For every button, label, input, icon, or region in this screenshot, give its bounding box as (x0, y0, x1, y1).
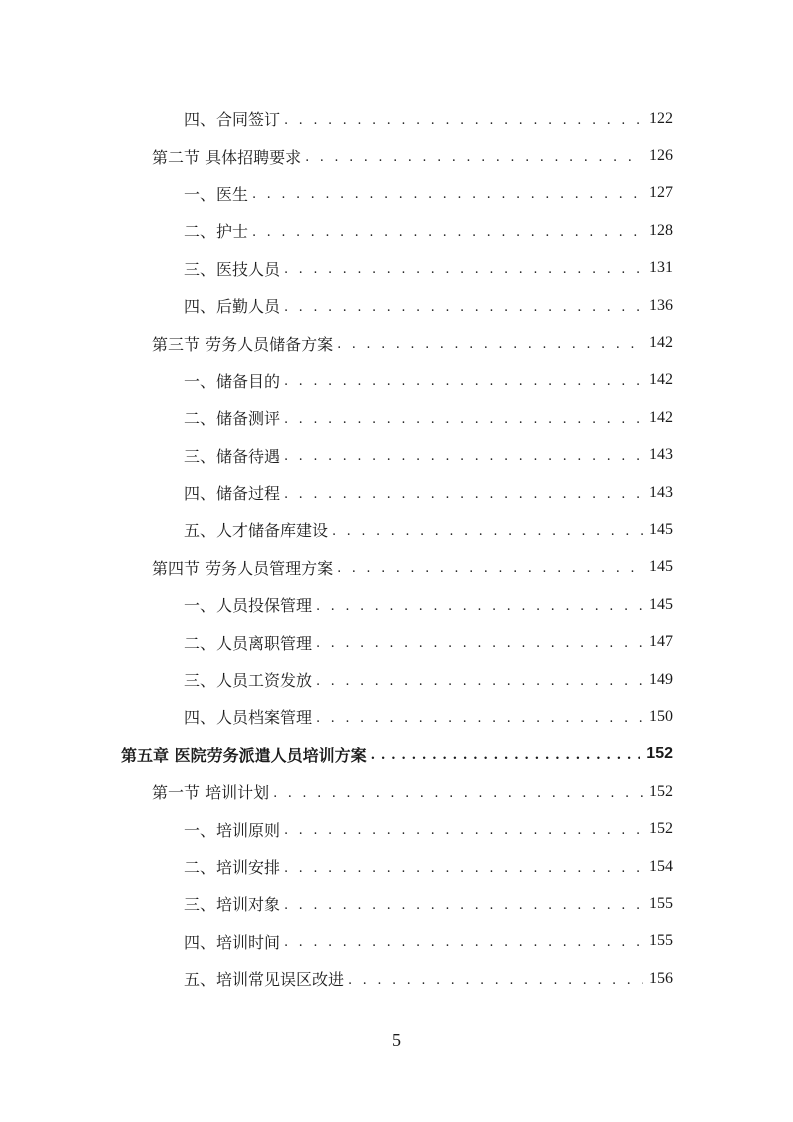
toc-entry-title: 第三节 劳务人员储备方案 (152, 334, 334, 354)
toc-entry-subsection[interactable] (0, 848, 793, 885)
toc-entry-title: 五、培训常见误区改进 (184, 970, 345, 990)
toc-entry-title: 四、人员档案管理 (184, 708, 313, 728)
toc-entry-page: 122 (649, 109, 673, 127)
toc-dot-leader (284, 449, 643, 465)
toc-entry-page: 145 (649, 520, 673, 538)
toc-entry-subsection[interactable] (0, 885, 793, 922)
toc-entry-section[interactable] (0, 773, 793, 810)
toc-entry-title: 第一节 培训计划 (152, 783, 270, 803)
toc-dot-leader (284, 935, 643, 951)
toc-entry-page: 145 (649, 595, 673, 613)
toc-dot-leader (316, 674, 643, 690)
toc-entry-page: 154 (649, 857, 673, 875)
toc-entry-title: 二、培训安排 (184, 858, 281, 877)
toc-dot-leader (371, 748, 641, 764)
toc-dot-leader (284, 487, 643, 503)
toc-entry-subsection[interactable] (0, 399, 793, 436)
toc-dot-leader (284, 861, 643, 877)
toc-entry-subsection[interactable] (0, 100, 793, 137)
toc-entry-page: 128 (649, 221, 673, 239)
toc-entry-title: 四、储备过程 (184, 484, 281, 504)
toc-entry-title: 一、培训原则 (184, 820, 281, 840)
toc-entry-page: 145 (649, 558, 673, 576)
toc-entry-title: 一、储备目的 (184, 371, 281, 391)
toc-entry-title: 四、后勤人员 (184, 297, 281, 317)
toc-dot-leader (305, 150, 643, 166)
toc-entry-title: 三、人员工资发放 (184, 671, 313, 691)
toc-entry-subsection[interactable] (0, 960, 793, 997)
toc-entry-title: 二、人员离职管理 (184, 633, 313, 653)
toc-dot-leader (316, 636, 643, 652)
toc-entry-subsection[interactable] (0, 698, 793, 735)
toc-entry-page: 152 (649, 820, 673, 838)
toc-dot-leader (284, 412, 643, 428)
toc-entry-page: 155 (649, 932, 673, 950)
toc-dot-leader (284, 374, 643, 390)
toc-entry-subsection[interactable] (0, 287, 793, 324)
toc-entry-title: 四、合同签订 (184, 110, 281, 130)
toc-entry-page: 142 (649, 408, 673, 426)
toc-entry-page: 142 (649, 371, 673, 389)
toc-entry-subsection[interactable] (0, 810, 793, 847)
toc-entry-page: 149 (649, 670, 673, 688)
toc-entry-page: 156 (649, 969, 673, 987)
toc-entry-title: 第二节 具体招聘要求 (152, 147, 302, 167)
toc-entry-page: 142 (649, 334, 673, 352)
toc-entry-page: 127 (649, 184, 673, 202)
toc-entry-title: 第四节 劳务人员管理方案 (152, 558, 334, 578)
toc-dot-leader (284, 300, 643, 316)
toc-dot-leader (337, 561, 643, 577)
toc-entry-title: 二、护士 (184, 222, 249, 242)
toc-entry-title: 三、储备待遇 (184, 446, 281, 466)
toc-dot-leader (284, 113, 643, 129)
toc-entry-page: 150 (649, 707, 673, 725)
table-of-contents (0, 100, 793, 997)
toc-entry-title: 五、人才储备库建设 (184, 521, 329, 541)
toc-dot-leader (284, 262, 643, 278)
toc-entry-chapter[interactable] (0, 736, 793, 773)
toc-dot-leader (252, 225, 643, 241)
toc-entry-page: 131 (649, 259, 673, 277)
toc-entry-page: 152 (649, 782, 673, 800)
toc-dot-leader (332, 524, 643, 540)
toc-dot-leader (273, 786, 643, 802)
toc-dot-leader (348, 973, 643, 989)
toc-dot-leader (316, 599, 643, 615)
toc-entry-section[interactable] (0, 549, 793, 586)
toc-entry-page: 143 (649, 446, 673, 464)
toc-entry-page: 126 (649, 147, 673, 165)
toc-entry-subsection[interactable] (0, 923, 793, 960)
toc-entry-title: 四、培训时间 (184, 932, 281, 952)
toc-entry-subsection[interactable] (0, 362, 793, 399)
toc-entry-title: 一、人员投保管理 (184, 596, 313, 616)
toc-dot-leader (284, 823, 643, 839)
toc-entry-page: 136 (649, 296, 673, 314)
page-number: 5 (392, 1030, 401, 1050)
toc-entry-subsection[interactable] (0, 474, 793, 511)
toc-entry-title: 二、储备测评 (184, 409, 281, 429)
toc-entry-title: 第五章 医院劳务派遣人员培训方案 (121, 745, 367, 765)
toc-entry-subsection[interactable] (0, 661, 793, 698)
toc-entry-section[interactable] (0, 324, 793, 361)
toc-entry-title: 三、培训对象 (184, 895, 281, 915)
toc-dot-leader (337, 337, 643, 353)
toc-entry-subsection[interactable] (0, 250, 793, 287)
toc-dot-leader (284, 898, 643, 914)
toc-entry-title: 一、医生 (184, 184, 249, 204)
toc-entry-page: 155 (649, 894, 673, 912)
toc-entry-page: 152 (646, 745, 673, 763)
toc-entry-subsection[interactable] (0, 437, 793, 474)
toc-dot-leader (316, 711, 643, 727)
toc-entry-page: 143 (649, 483, 673, 501)
toc-entry-subsection[interactable] (0, 175, 793, 212)
toc-entry-subsection[interactable] (0, 212, 793, 249)
toc-entry-section[interactable] (0, 137, 793, 174)
toc-entry-subsection[interactable] (0, 511, 793, 548)
toc-entry-subsection[interactable] (0, 623, 793, 660)
toc-dot-leader (252, 187, 643, 203)
toc-entry-page: 147 (649, 633, 673, 651)
toc-entry-subsection[interactable] (0, 586, 793, 623)
toc-entry-title: 三、医技人员 (184, 259, 281, 279)
